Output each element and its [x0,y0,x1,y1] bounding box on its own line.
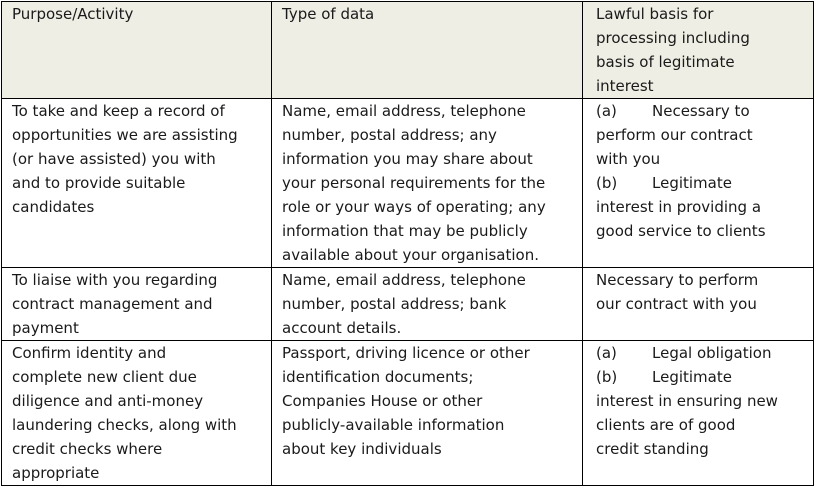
cell-line: appropriate [12,464,100,482]
header-line: basis of legitimate [596,53,735,71]
basis-line [596,99,811,123]
basis-line: credit standing [596,440,709,458]
cell-line: Companies House or other [282,392,483,410]
cell-line: publicly-available information [282,416,505,434]
list-marker: (a) [596,102,617,120]
header-line: Type of data [282,5,375,23]
cell-line: available about your organisation. [282,246,539,264]
cell-line: about key individuals [282,440,442,458]
cell-line: identification documents; [282,368,474,386]
cell-line: and to provide suitable [12,174,186,192]
data-type-cell [272,341,583,486]
basis-line: perform our contract [596,126,753,144]
cell-line: Passport, driving licence or other [282,344,530,362]
cell-line: information that may be publicly [282,222,528,240]
cell-line: diligence and anti-money [12,392,204,410]
cell-line: your personal requirements for the [282,174,546,192]
cell-line: Name, email address, telephone [282,102,526,120]
header-line: Purpose/Activity [12,5,134,23]
cell-line: (or have assisted) you with [12,150,216,168]
cell-line: number, postal address; any [282,126,497,144]
basis-line: with you [596,150,661,168]
cell-line: opportunities we are assisting [12,126,238,144]
lawful-basis-cell [583,341,814,486]
header-line: Lawful basis for [596,5,714,23]
table-row [2,99,814,268]
basis-line: good service to clients [596,222,766,240]
basis-line: interest in ensuring new [596,392,778,410]
header-lawful-basis [583,2,814,99]
basis-text: Legal obligation [652,344,772,362]
cell-line: account details. [282,319,402,337]
table-row [2,268,814,341]
cell-line: Confirm identity and [12,344,167,362]
cell-line: number, postal address; bank [282,295,507,313]
lawful-basis-cell [583,99,814,268]
basis-text: Necessary to [652,102,750,120]
cell-line: credit checks where [12,440,163,458]
header-purpose-activity [2,2,272,99]
table-header-row [2,2,814,99]
data-type-cell [272,99,583,268]
basis-line [596,365,811,389]
cell-line: laundering checks, along with [12,416,237,434]
list-marker: (a) [596,344,617,362]
lawful-basis-cell [583,268,814,341]
basis-line [596,171,811,195]
cell-line: payment [12,319,79,337]
purpose-cell [2,268,272,341]
data-type-cell [272,268,583,341]
cell-line: role or your ways of operating; any [282,198,546,216]
cell-line: contract management and [12,295,213,313]
lawful-basis-table [1,1,814,486]
header-line: processing including [596,29,750,47]
cell-line: To liaise with you regarding [12,271,218,289]
basis-line [596,341,811,365]
basis-line: interest in providing a [596,198,762,216]
basis-line: our contract with you [596,295,757,313]
cell-line: candidates [12,198,95,216]
basis-text: Legitimate [652,368,732,386]
list-marker: (b) [596,174,618,192]
cell-line: Name, email address, telephone [282,271,526,289]
cell-line: information you may share about [282,150,533,168]
header-line: interest [596,77,654,95]
basis-text: Legitimate [652,174,732,192]
list-marker: (b) [596,368,618,386]
purpose-cell [2,341,272,486]
basis-line: clients are of good [596,416,736,434]
purpose-cell [2,99,272,268]
table-row [2,341,814,486]
basis-line: Necessary to perform [596,271,759,289]
cell-line: complete new client due [12,368,197,386]
cell-line: To take and keep a record of [12,102,225,120]
header-type-of-data [272,2,583,99]
